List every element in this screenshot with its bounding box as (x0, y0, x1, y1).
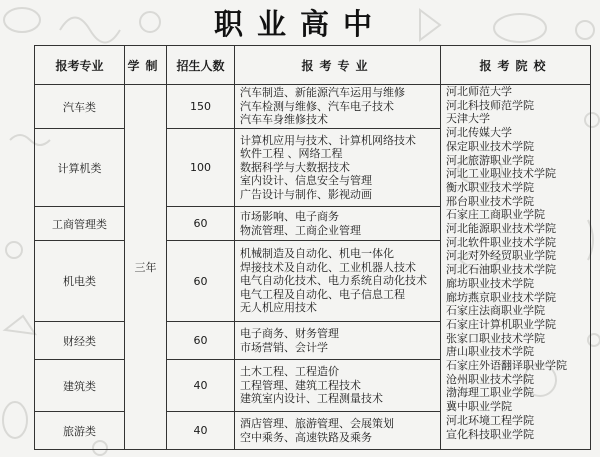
college-item: 石家庄工商职业学院 (446, 208, 545, 222)
college-item: 廊坊燕京职业技术学院 (446, 290, 556, 304)
count-cell: 40 (167, 412, 235, 450)
page-title: 职业高中 (213, 7, 386, 41)
program-line: 汽车制造、新能源汽车运用与维修 (240, 86, 405, 100)
college-item: 河北对外经贸职业学院 (446, 249, 556, 263)
header-colleges: 报考院校 (441, 46, 591, 85)
program-line: 电子商务、财务管理 (240, 327, 339, 340)
category-cell: 汽车类 (35, 85, 125, 129)
program-line: 计算机应用与技术、计算机网络技术 (240, 133, 416, 147)
category-cell: 计算机类 (35, 129, 125, 207)
program-line: 市场影响、电子商务 (240, 210, 339, 223)
program-line: 土木工程、工程造价 (240, 365, 339, 379)
category-cell: 旅游类 (35, 412, 125, 450)
count-cell: 60 (167, 322, 235, 360)
college-item: 河北旅游职业学院 (446, 153, 534, 167)
header-programs: 报考专业 (235, 46, 441, 85)
program-line: 电气自动化技术、电力系统自动化技术 (240, 274, 427, 288)
college-item: 河北软件职业技术学院 (446, 235, 556, 249)
college-item: 天津大学 (446, 112, 490, 126)
header-enrollment: 招生人数 (167, 46, 235, 85)
college-item: 石家庄外语翻译职业学院 (446, 359, 567, 373)
college-item: 渤海理工职业学院 (446, 386, 534, 400)
college-item: 河北石油职业技术学院 (446, 263, 556, 277)
college-item: 石家庄法商职业学院 (446, 304, 545, 318)
programs-cell (235, 412, 441, 450)
college-item: 衡水职业技术学院 (446, 180, 534, 194)
program-line: 焊接技术及自动化、工业机器人技术 (240, 260, 416, 274)
college-item: 河北科技师范学院 (446, 98, 534, 112)
program-line: 空中乘务、高速铁路及乘务 (240, 430, 372, 444)
program-line: 无人机应用技术 (240, 301, 317, 315)
college-item: 河北工业职业技术学院 (446, 167, 556, 181)
program-line: 建筑室内设计、工程测量技术 (240, 392, 383, 406)
count-cell: 60 (167, 241, 235, 322)
programs-cell (235, 322, 441, 360)
program-line: 酒店管理、旅游管理、会展策划 (240, 417, 394, 430)
colleges-cell (441, 85, 591, 450)
enrollment-table (34, 45, 591, 450)
count-cell: 60 (167, 207, 235, 241)
college-item: 邢台职业技术学院 (446, 194, 534, 208)
duration-cell: 三年 (125, 85, 167, 450)
header-major: 报考专业 (35, 46, 125, 85)
program-line: 汽车车身维修技术 (240, 113, 328, 127)
programs-cell (235, 129, 441, 207)
count-cell: 150 (167, 85, 235, 129)
table-header-row (35, 46, 591, 85)
program-line: 室内设计、信息安全与管理 (240, 174, 372, 188)
college-item: 沧州职业技术学院 (446, 372, 534, 386)
program-line: 工程管理、建筑工程技术 (240, 378, 361, 392)
program-line: 机械制造及自动化、机电一体化 (240, 247, 394, 261)
college-item: 河北传媒大学 (446, 126, 512, 140)
header-duration: 学制 (125, 46, 167, 85)
program-line: 软件工程 、网络工程 (240, 147, 343, 161)
category-cell: 机电类 (35, 241, 125, 322)
college-item: 冀中职业学院 (446, 400, 512, 414)
college-item: 廊坊职业技术学院 (446, 276, 534, 290)
program-line: 汽车检测与维修、汽车电子技术 (240, 99, 394, 113)
count-cell: 100 (167, 129, 235, 207)
college-item: 唐山职业技术学院 (446, 345, 534, 359)
college-item: 石家庄计算机职业学院 (446, 317, 556, 331)
college-item: 河北师范大学 (446, 85, 512, 98)
program-line: 电气工程及自动化、电子信息工程 (240, 287, 405, 301)
category-cell: 财经类 (35, 322, 125, 360)
program-line: 物流管理、工商企业管理 (240, 223, 361, 237)
table-row (35, 85, 591, 129)
college-item: 宣化科技职业学院 (446, 427, 534, 441)
program-line: 数据科学与大数据技术 (240, 160, 350, 174)
programs-cell (235, 85, 441, 129)
category-cell: 建筑类 (35, 360, 125, 412)
category-cell: 工商管理类 (35, 207, 125, 241)
college-item: 河北能源职业技术学院 (446, 222, 556, 236)
college-item: 保定职业技术学院 (446, 139, 534, 153)
programs-cell (235, 241, 441, 322)
college-item: 河北环境工程学院 (446, 413, 534, 427)
programs-cell (235, 360, 441, 412)
program-line: 广告设计与制作、影视动画 (240, 187, 372, 201)
college-item: 张家口职业技术学院 (446, 331, 545, 345)
program-line: 市场营销、会计学 (240, 340, 328, 354)
count-cell: 40 (167, 360, 235, 412)
programs-cell (235, 207, 441, 241)
